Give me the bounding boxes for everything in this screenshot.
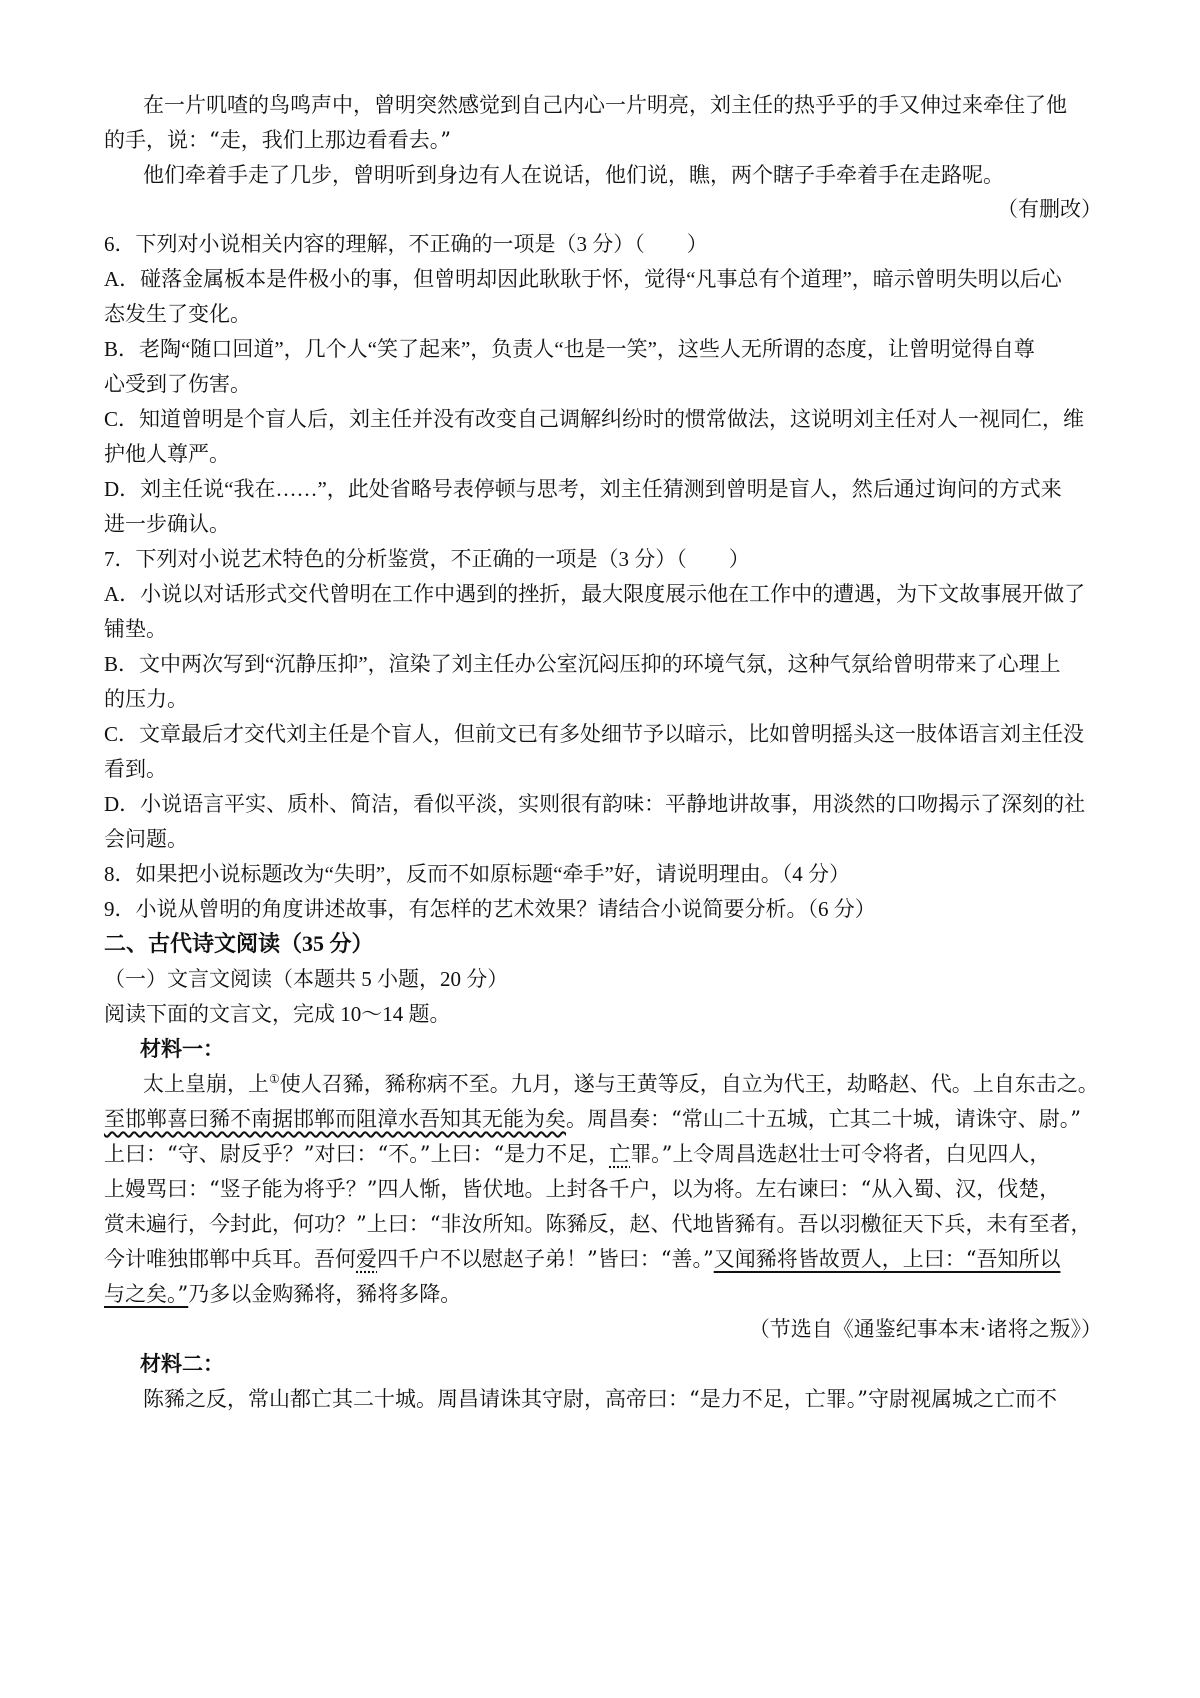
story-p1-line1: 在一片叽喳的鸟鸣声中，曾明突然感觉到自己内心一片明亮，刘主任的热乎乎的手又伸过来牵住了他 [143, 93, 1067, 117]
q6-option-d-line2: 进一步确认。 [104, 512, 230, 536]
q7-stem: 7．下列对小说艺术特色的分析鉴赏，不正确的一项是（3 分）（ ） [104, 547, 750, 571]
material1-line1-b: 使人召豨，豨称病不至。九月，遂与王黄等反，自立为代王，劫略赵、代。上自东击之。 [279, 1072, 1099, 1096]
q6-stem: 6．下列对小说相关内容的理解，不正确的一项是（3 分）（ ） [104, 232, 708, 256]
q7-option-a-line2: 铺垫。 [104, 617, 167, 641]
q6-option-c-line2: 护他人尊严。 [104, 442, 230, 466]
material1-line6-a: 今计唯独邯郸中兵耳。吾何 [104, 1247, 356, 1271]
section2-subtitle: （一）文言文阅读（本题共 5 小题，20 分） [104, 967, 509, 991]
material2-line1: 陈豨之反，常山都亡其二十城。周昌请诛其守尉，高帝曰：“是力不足，亡罪。”守尉视属城之亡而不 [143, 1387, 1057, 1411]
q7-option-b-line2: 的压力。 [104, 687, 188, 711]
q7-option-a-line1: A．小说以对话形式交代曾明在工作中遇到的挫折，最大限度展示他在工作中的遭遇，为下文故事展开做了 [104, 582, 1086, 606]
q9: 9．小说从曾明的角度讲述故事，有怎样的艺术效果？请结合小说简要分析。（6 分） [104, 897, 876, 921]
material1-line4: 上嫚骂曰：“竖子能为将乎？”四人惭，皆伏地。上封各千户，以为将。左右谏曰：“从入蜀、汉，伐楚， [104, 1177, 1061, 1201]
dotted-word-ai: 爱 [356, 1247, 377, 1271]
q7-option-c-line2: 看到。 [104, 757, 167, 781]
material1-line1 [143, 1069, 1099, 1099]
dotted-word-wang: 亡 [609, 1142, 631, 1166]
material2-label: 材料二： [140, 1352, 224, 1376]
underlined-sentence-part1: 又闻豨将皆故贾人，上曰：“吾知所以 [713, 1247, 1061, 1271]
material1-line3-a: 上曰：“守、尉反乎？”对曰：“不。”上曰：“是力不足， [104, 1142, 610, 1166]
section2-instruction: 阅读下面的文言文，完成 10～14 题。 [104, 1002, 451, 1026]
q6-option-c-line1: C．知道曾明是个盲人后，刘主任并没有改变自己调解纠纷时的惯常做法，这说明刘主任对人一视同仁，维 [104, 407, 1085, 431]
material1-line7 [104, 1279, 461, 1309]
material1-line2 [104, 1104, 1081, 1134]
q6-option-a-line2: 态发生了变化。 [104, 302, 251, 326]
material1-line3 [104, 1139, 1050, 1169]
material1-source: （节选自《通鉴纪事本末·诸将之叛》） [748, 1317, 1102, 1341]
material1-line3-b: 罪。”上令周昌选赵壮士可令将者，白见四人， [630, 1142, 1051, 1166]
q7-option-b-line1: B．文中两次写到“沉静压抑”，渲染了刘主任办公室沉闷压抑的环境气氛，这种气氛给曾明带来了心理上 [104, 652, 1061, 676]
q7-option-d-line2: 会问题。 [104, 827, 188, 851]
material1-line6 [104, 1244, 1060, 1274]
material1-line2-b: 。周昌奏：“常山二十五城，亡其二十城，请诛守、尉。” [566, 1107, 1081, 1131]
section2-title: 二、古代诗文阅读（35 分） [104, 931, 374, 956]
material1-label: 材料一： [140, 1037, 224, 1061]
q6-option-a-line1: A．碰落金属板本是件极小的事，但曾明却因此耿耿于怀，觉得“凡事总有个道理”，暗示曾明失明以后心 [104, 267, 1062, 291]
story-p2: 他们牵着手走了几步，曾明听到身边有人在说话，他们说，瞧，两个瞎子手牵着手在走路呢。 [143, 163, 1004, 187]
material1-line6-b: 四千户不以慰赵子弟！”皆曰：“善。” [377, 1247, 714, 1271]
q7-option-c-line1: C．文章最后才交代刘主任是个盲人，但前文已有多处细节予以暗示，比如曾明摇头这一肢体语言刘主任没 [104, 722, 1085, 746]
q8: 8．如果把小说标题改为“失明”，反而不如原标题“牵手”好，请说明理由。（4 分） [104, 862, 851, 886]
q7-option-d-line1: D．小说语言平实、质朴、简洁，看似平淡，实则很有韵味：平静地讲故事，用淡然的口吻揭示了深刻的社 [104, 792, 1086, 816]
material1-line7-b: 乃多以金购豨将，豨将多降。 [188, 1282, 462, 1306]
q6-option-b-line2: 心受到了伤害。 [104, 372, 251, 396]
material1-line1-a: 太上皇崩，上 [143, 1072, 269, 1096]
q6-option-d-line1: D．刘主任说“我在……”，此处省略号表停顿与思考，刘主任猜测到曾明是盲人，然后通过询问的方式来 [104, 477, 1062, 501]
story-note: （有删改） [997, 197, 1102, 221]
underlined-sentence-part2: 与之矣。” [104, 1282, 189, 1306]
material1-line5: 赏未遍行，今封此，何功？”上曰：“非汝所知。陈豨反，赵、代地皆豨有。吾以羽檄征天下兵，未有至者， [104, 1212, 1092, 1236]
wavy-underlined-sentence: 至邯郸喜曰豨不南据邯郸而阻漳水吾知其无能为矣 [104, 1107, 566, 1131]
q6-option-b-line1: B．老陶“随口回道”，几个人“笑了起来”，负责人“也是一笑”，这些人无所谓的态度，让曾明觉得自尊 [104, 337, 1035, 361]
footnote-marker: ① [269, 1072, 280, 1086]
story-p1-line2: 的手，说：“走，我们上那边看看去。” [104, 128, 451, 152]
